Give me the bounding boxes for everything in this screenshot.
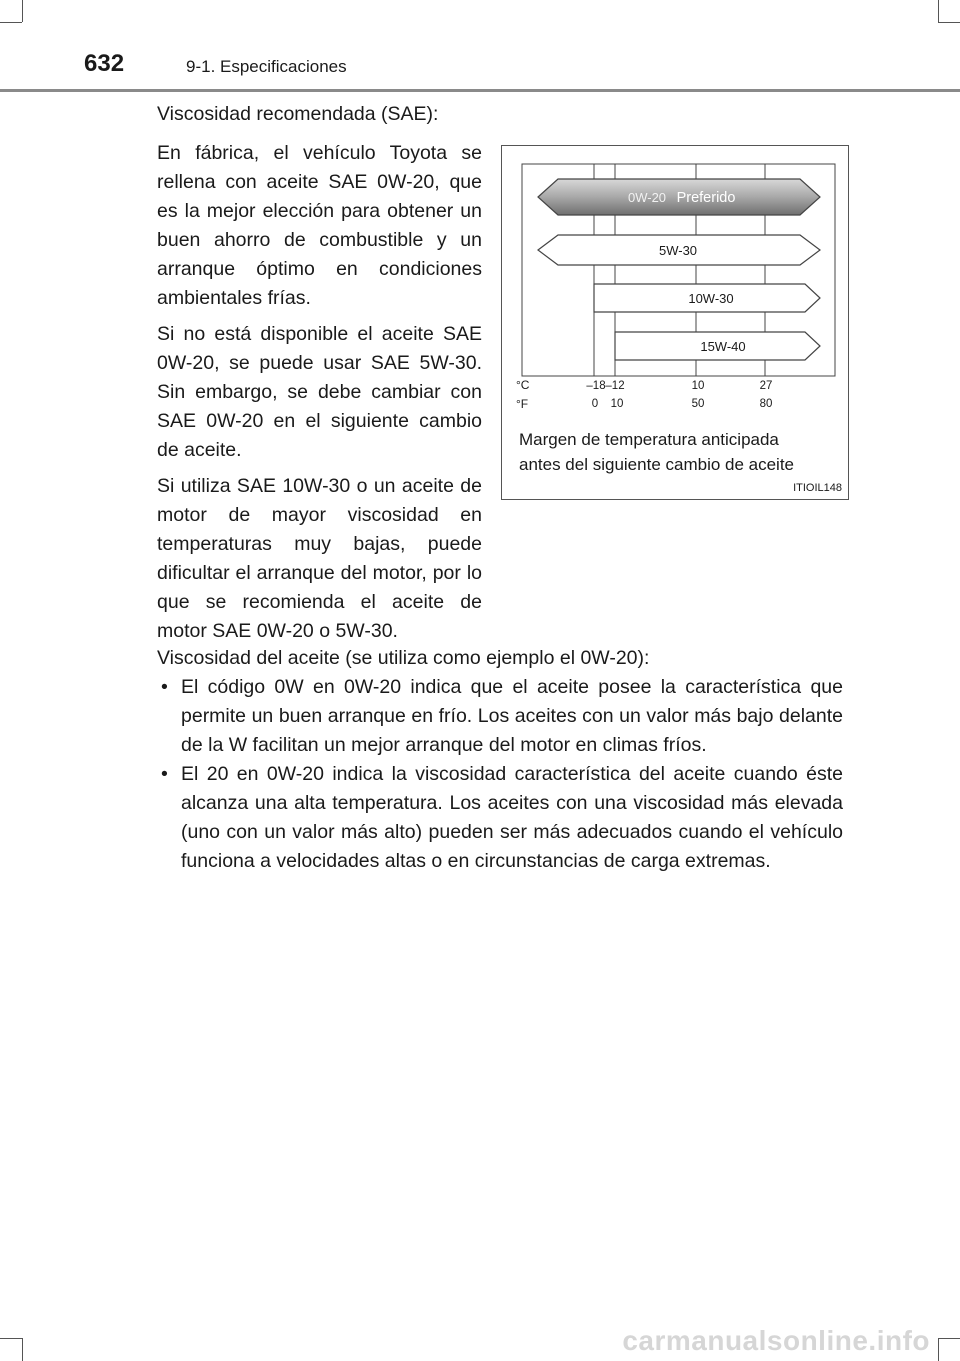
caption-line: antes del siguiente cambio de aceite [519,455,795,474]
unit-fahrenheit: °F [516,397,529,411]
figure-code: ITIOIL148 [793,482,842,494]
left-column-text [157,139,482,653]
tick-label-f: 50 [691,398,705,410]
crop-mark [938,0,939,22]
viscosity-bullets [157,673,843,876]
bullet-marker: • [161,763,168,785]
bar-10w-30-code: 10W-30 [688,291,734,306]
bar-5w-30-code: 5W-30 [658,243,698,258]
crop-mark [938,1338,960,1339]
bar-0w-20-code: 0W-20 [627,190,667,205]
watermark: carmanualsonline.info [622,1325,930,1356]
page-number: 632 [84,50,125,77]
list-item [157,760,843,876]
tick-label-c: 10 [691,380,705,392]
bullet-text: El 20 en 0W-20 indica la viscosidad característica del aceite cuando éste alcanza una alta temperatura. Los aceites con una viscosidad más elevada (uno con un valor más alto) pueden ser más adecuados cuando el vehículo funciona a velocidades altas o en circunstancias de carga extremas. [181,763,843,872]
bar-0w-20-label: Preferido [676,190,736,206]
caption-line: Margen de temperatura anticipada [519,430,779,449]
recommended-viscosity-heading: Viscosidad recomendada (SAE): [157,103,439,125]
section-title: 9-1. Especificaciones [186,57,347,76]
crop-mark [938,1338,939,1361]
figure-caption [519,427,794,477]
paragraph: Si no está disponible el aceite SAE 0W-20, se puede usar SAE 5W-30. Sin embargo, se debe cambiar con SAE 0W-20 en el siguiente cambio de aceite. [157,323,482,461]
header-rule [0,89,960,92]
page-header [0,44,960,92]
viscosity-heading: Viscosidad del aceite (se utiliza como ejemplo el 0W-20): [157,647,650,669]
paragraph: Si utiliza SAE 10W-30 o un aceite de motor de mayor viscosidad en temperaturas muy bajas, puede dificultar el arranque del motor, por lo que se recomienda el aceite de motor SAE 0W-20 o 5W-30. [157,475,482,642]
bullet-marker: • [161,676,168,698]
tick-label-c: –18 [586,380,606,392]
list-item [157,673,843,760]
unit-celsius: °C [516,378,530,392]
crop-mark [938,22,960,23]
viscosity-temperature-figure [501,145,849,500]
tick-label-c: –12 [605,380,625,392]
tick-label-f: 80 [759,398,773,410]
crop-mark [0,1338,22,1339]
bar-15w-40-code: 15W-40 [700,339,746,354]
crop-mark [22,1338,23,1361]
bullet-text: El código 0W en 0W-20 indica que el aceite posee la característica que permite un buen arranque en frío. Los aceites con un valor más bajo delante de la W facilitan un mejor arranque del motor en climas fríos. [181,676,843,756]
tick-label-c: 27 [759,380,773,392]
tick-label-f: 10 [610,398,624,410]
paragraph: En fábrica, el vehículo Toyota se rellena con aceite SAE 0W-20, que es la mejor elección para obtener un buen ahorro de combustible y un arranque óptimo en condiciones ambientales frías. [157,142,482,309]
tick-label-f: 0 [591,398,599,410]
crop-mark [0,22,22,23]
crop-mark [22,0,23,22]
